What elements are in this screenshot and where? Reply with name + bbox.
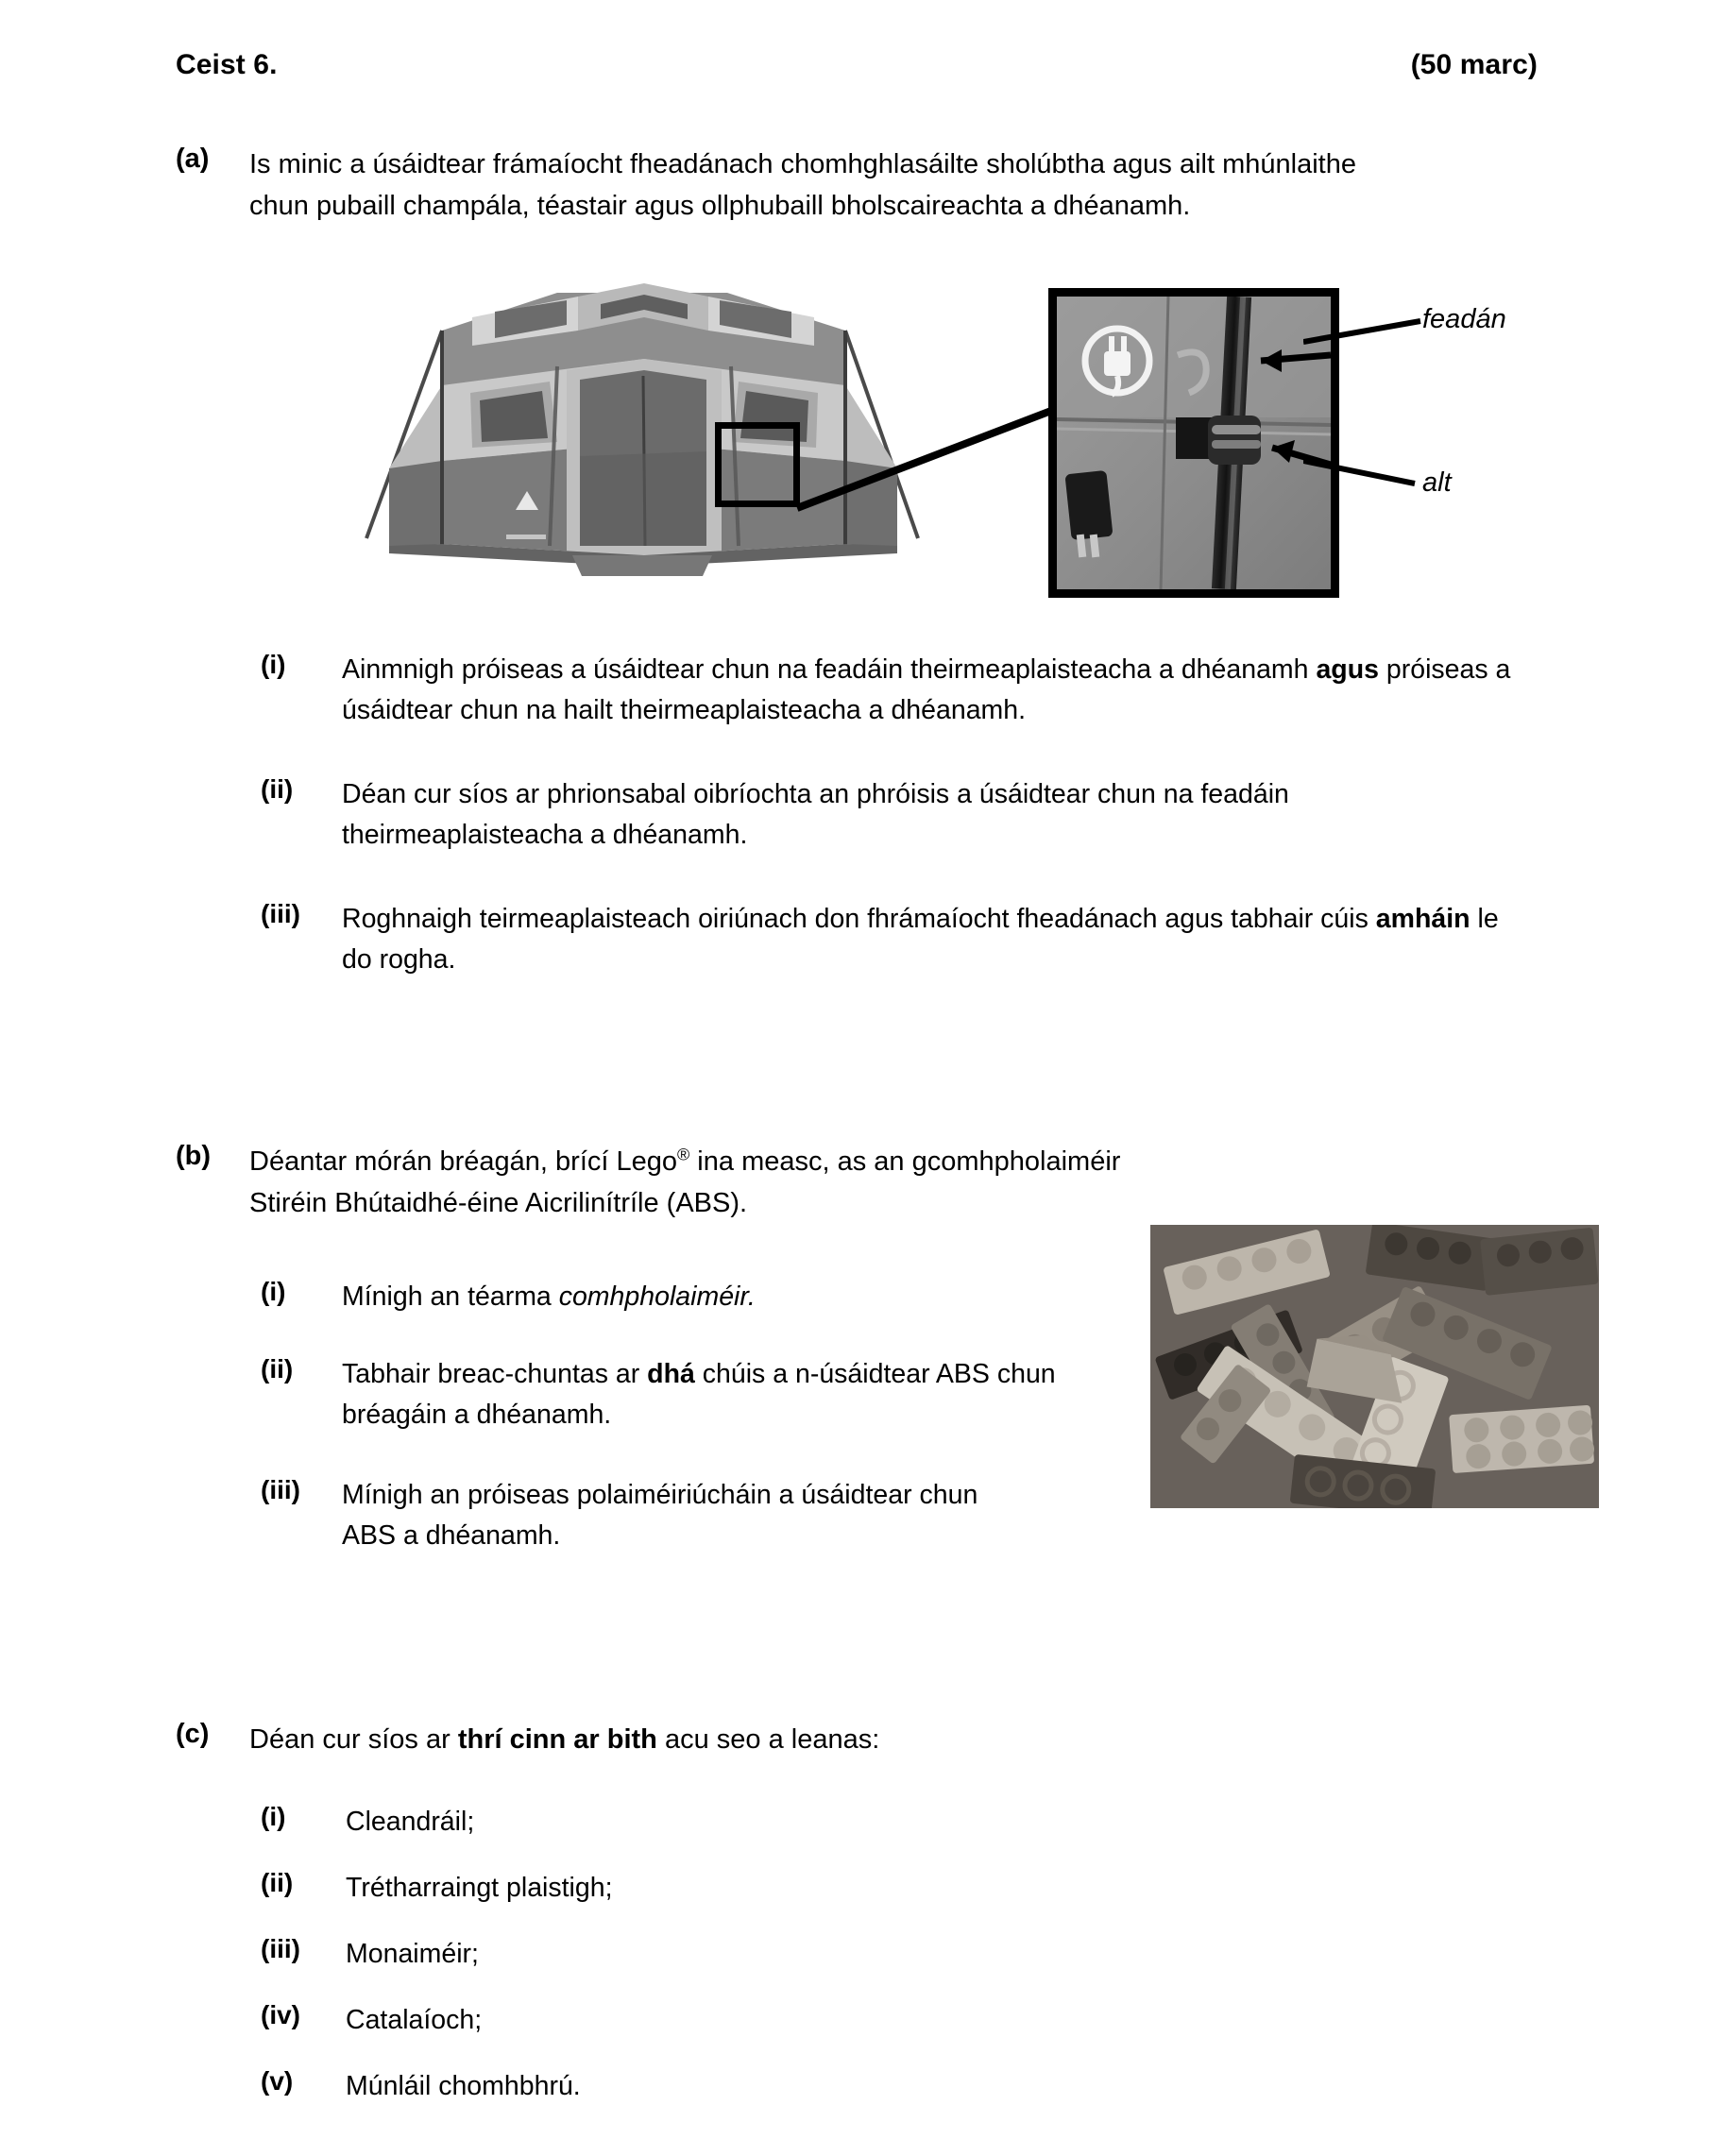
part-c-item-i-text: Cleandráil;	[346, 1807, 475, 1837]
callout-connector-line	[793, 397, 1067, 519]
part-b-item-iii	[261, 1475, 1007, 1557]
part-a-item-ii-number: (ii)	[261, 774, 294, 804]
part-c-item-iii	[261, 1934, 922, 1975]
part-a-item-iii-text-after: le do rogha.	[342, 904, 1499, 976]
part-c-item-i-number: (i)	[261, 1802, 286, 1831]
part-a-item-iii-bold: amháin	[1375, 904, 1470, 934]
part-a-item-i-text-before: Ainmnigh próiseas a úsáidtear chun na feadáin theirmeaplaisteacha a dhéanamh	[342, 654, 1317, 685]
part-b-letter: (b)	[176, 1141, 212, 1171]
part-a-item-ii-text: Déan cur síos ar phrionsabal oibríochta an phróisis a úsáidtear chun na feadáin theirmeaplaisteacha a dhéanamh.	[342, 779, 1289, 851]
part-a-item-ii	[261, 774, 1441, 857]
part-b-item-ii-text	[342, 1354, 1092, 1436]
part-c-item-ii-number: (ii)	[261, 1868, 294, 1897]
part-c-stem	[249, 1719, 879, 1760]
part-b-item-i-number: (i)	[261, 1277, 286, 1306]
part-b-item-ii-bold: dhá	[647, 1359, 695, 1389]
part-c-item-iv-number: (iv)	[261, 2000, 300, 2029]
part-c-item-v	[261, 2066, 922, 2107]
part-b-stem-line1	[249, 1146, 1120, 1177]
lego-bricks-photo	[1150, 1225, 1599, 1508]
part-a-item-i-text-after: próiseas a úsáidtear chun na hailt theirmeaplaisteacha a dhéanamh.	[342, 654, 1511, 726]
part-a-letter: (a)	[176, 144, 210, 174]
part-b-item-ii-text-after: chúis a n-úsáidtear ABS chun bréagáin a dhéanamh.	[342, 1359, 1056, 1431]
part-b-item-iii-text: Mínigh an próiseas polaiméiriúcháin a úsáidtear chun ABS a dhéanamh.	[342, 1480, 978, 1552]
part-a-item-iii-text	[342, 899, 1507, 981]
part-c-letter: (c)	[176, 1719, 210, 1749]
part-c-stem-after: acu seo a leanas:	[656, 1724, 880, 1755]
label-feadan: feadán	[1422, 304, 1506, 334]
part-b-stem	[249, 1141, 1120, 1224]
label-alt: alt	[1422, 467, 1452, 498]
part-c-item-iv-text: Catalaíoch;	[346, 2005, 483, 2035]
part-b	[176, 1141, 1158, 1224]
part-a-item-iii-number: (iii)	[261, 899, 300, 928]
part-a-stem-line2: chun pubaill champála, téastair agus ollphubaill bholscaireachta a dhéanamh.	[249, 191, 1191, 222]
tent-detail-callout-box	[715, 422, 800, 507]
part-c-item-ii	[261, 1868, 922, 1909]
page-header	[176, 49, 1538, 81]
part-b-item-ii-text-before: Tabhair breac-chuntas ar	[342, 1359, 648, 1389]
part-a-item-i-number: (i)	[261, 650, 286, 679]
part-a-item-iii	[261, 899, 1507, 981]
part-b-item-i-text	[342, 1277, 756, 1317]
marks-allocation: (50 marc)	[1410, 49, 1538, 80]
part-a	[176, 144, 1545, 227]
part-b-stem-line2: Stiréin Bhútaidhé-éine Aicrilinítríle (ABS).	[249, 1188, 748, 1219]
part-a-item-i-bold: agus	[1316, 654, 1379, 685]
part-b-stem-line1-after: ina measc, as an gcomhpholaiméir	[689, 1146, 1121, 1177]
part-c-item-v-number: (v)	[261, 2066, 294, 2096]
part-c-item-iii-number: (iii)	[261, 1934, 300, 1963]
tent-pole-joint-photo	[1048, 288, 1339, 598]
registered-trademark-symbol: ®	[677, 1145, 690, 1164]
part-a-item-iii-text-before: Roghnaigh teirmeaplaisteach oiriúnach don fhrámaíocht fheadánach agus tabhair cúis	[342, 904, 1376, 934]
part-a-stem-line1: Is minic a úsáidtear frámaíocht fheadánach chomhghlasáilte sholúbtha agus ailt mhúnlaithe	[249, 149, 1356, 179]
part-b-item-i-italic-term: comhpholaiméir.	[558, 1282, 756, 1312]
part-a-item-i-text	[342, 650, 1545, 732]
part-c-item-iv	[261, 2000, 922, 2041]
part-b-item-i	[261, 1277, 1092, 1317]
part-c-item-iii-text: Monaiméir;	[346, 1939, 479, 1969]
part-c-item-ii-text: Trétharraingt plaistigh;	[346, 1873, 613, 1903]
part-c-item-i	[261, 1802, 922, 1842]
question-number: Ceist 6.	[176, 49, 278, 80]
part-c-stem-bold: thrí cinn ar bith	[457, 1724, 657, 1755]
part-c	[176, 1719, 1215, 1760]
part-b-item-i-text-before: Mínigh an téarma	[342, 1282, 559, 1312]
part-b-stem-line1-before: Déantar mórán bréagán, brící Lego	[249, 1146, 677, 1177]
part-b-item-ii-number: (ii)	[261, 1354, 294, 1384]
part-c-stem-before: Déan cur síos ar	[249, 1724, 458, 1755]
part-c-item-v-text: Múnláil chomhbhrú.	[346, 2071, 581, 2101]
part-a-stem	[249, 144, 1356, 227]
part-b-item-ii	[261, 1354, 1092, 1436]
part-a-item-i	[261, 650, 1545, 732]
part-b-item-iii-number: (iii)	[261, 1475, 300, 1504]
